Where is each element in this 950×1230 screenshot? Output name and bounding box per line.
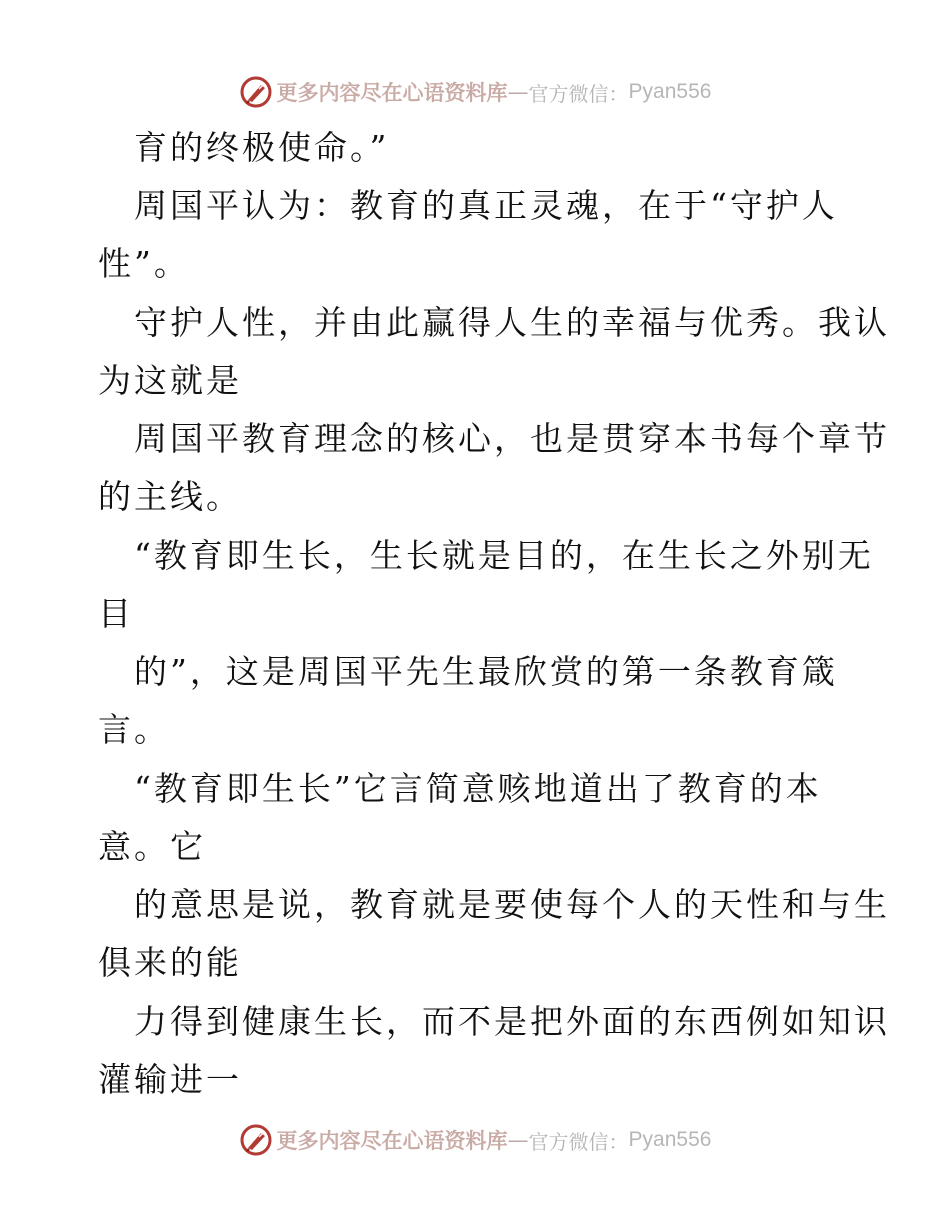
- text-line: 守护人性，并由此赢得人生的幸福与优秀。我认: [134, 303, 890, 342]
- text-line: 俱来的能: [98, 943, 242, 982]
- header-banner-title: 更多内容尽在心语资料库: [276, 80, 508, 105]
- text-line: 周国平认为：教育的真正灵魂，在于“守护人: [134, 186, 838, 225]
- text-line: 言。: [98, 710, 170, 749]
- text-line: 的意思是说，教育就是要使每个人的天性和与生: [134, 885, 890, 924]
- header-banner-wechat-label: 官方微信：: [528, 81, 629, 106]
- text-line: 目: [98, 594, 134, 633]
- text-line: “教育即生长，生长就是目的，在生长之外别无: [134, 536, 874, 575]
- footer-banner-title: 更多内容尽在心语资料库: [276, 1128, 508, 1153]
- footer-banner-separator: —: [507, 1128, 529, 1152]
- footer-banner-wechat-label: 官方微信：: [528, 1129, 629, 1154]
- text-line: 周国平教育理念的核心，也是贯穿本书每个章节: [134, 419, 890, 458]
- header-banner-wechat-id: Pyan556: [628, 80, 712, 103]
- footer-banner-wechat-id: Pyan556: [628, 1128, 712, 1151]
- header-banner-separator: —: [507, 80, 529, 104]
- text-line: 意。它: [98, 827, 206, 866]
- text-line: 灌输进一: [98, 1060, 242, 1099]
- pen-logo-icon: [239, 1123, 273, 1157]
- text-line: 为这就是: [98, 361, 242, 400]
- pen-logo-icon: [239, 75, 273, 109]
- text-line: “教育即生长”它言简意赅地道出了教育的本: [134, 769, 822, 808]
- text-line: 性”。: [98, 244, 190, 283]
- footer-banner: [0, 1120, 950, 1160]
- text-line: 的主线。: [98, 477, 242, 516]
- header-banner: [0, 72, 950, 112]
- text-line: 育的终极使命。”: [134, 128, 390, 167]
- text-line: 的”，这是周国平先生最欣赏的第一条教育箴: [134, 652, 838, 691]
- text-line: 力得到健康生长，而不是把外面的东西例如知识: [134, 1002, 890, 1041]
